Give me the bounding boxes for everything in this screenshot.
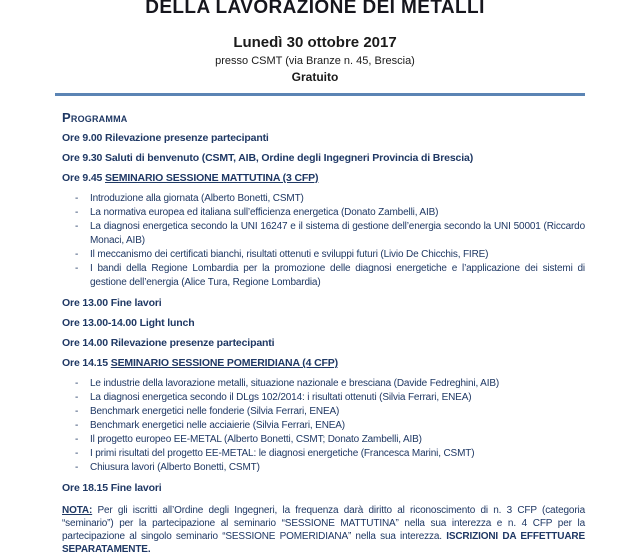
talk-item: - La normativa europea ed italiana sull’efficienza energetica (Donato Zambelli, AIB) [90,206,585,220]
session-1415-afternoon [62,357,585,370]
talk-item: - Benchmark energetici nelle acciaierie (Silvia Ferrari, ENEA) [90,419,585,433]
talk-item: - Chiusura lavori (Alberto Bonetti, CSMT) [90,461,585,475]
talk-item: - I primi risultati del progetto EE-METAL: le diagnosi energetiche (Francesca Marini, CSMT) [90,447,585,461]
note-body: Per gli iscritti all’Ordine degli Ingegneri, la frequenza darà diritto al riconoscimento di n. 3 CFP (categoria “seminario”) per la partecipazione al seminario “SESSIONE MATTUTINA” nella sua interezza e n. 4 CFP per la partecipazione al singolo seminario “SESSIONE POMERIDIANA” nella sua interezza. [62,505,585,542]
talk-item: - Introduzione alla giornata (Alberto Bonetti, CSMT) [90,192,585,206]
morning-talk-list [62,192,585,290]
session-title: SEMINARIO SESSIONE POMERIDIANA (4 CFP) [110,357,338,369]
talk-item: - La diagnosi energetica secondo la UNI 16247 e il sistema di gestione dell’energia secondo la UNI 50001 (Riccardo Monaci, AIB) [90,220,585,248]
note-emphasis: ISCRIZIONI DA EFFETTUARE SEPARATAMENTE. [62,531,585,555]
program-heading: Programma [62,110,128,125]
admission-label: Gratuito [291,70,339,84]
time-0900-registration: Ore 9.00 Rilevazione presenze partecipanti [62,132,269,144]
page-title: DELLA LAVORAZIONE DEI METALLI [145,0,485,18]
session-time: Ore 14.15 [62,357,111,369]
afternoon-talk-list [62,377,585,475]
program-section [0,96,630,495]
time-0930-welcome: Ore 9.30 Saluti di benvenuto (CSMT, AIB, Ordine degli Ingegneri Provincia di Brescia) [62,152,474,164]
time-1300-lunch: Ore 13.00-14.00 Light lunch [62,317,195,329]
session-title: SEMINARIO SESSIONE MATTUTINA (3 CFP) [105,172,319,184]
event-date: Lunedì 30 ottobre 2017 [233,34,397,51]
event-venue: presso CSMT (via Branze n. 45, Brescia) [215,55,415,67]
time-1400-registration: Ore 14.00 Rilevazione presenze partecipanti [62,337,275,349]
talk-item: - Le industrie della lavorazione metalli, situazione nazionale e bresciana (Davide Fedreghini, AIB) [90,377,585,391]
note-paragraph [0,504,630,556]
note-label: NOTA: [62,505,93,516]
talk-item: - Il progetto europeo EE-METAL (Alberto Bonetti, CSMT; Donato Zambelli, AIB) [90,433,585,447]
time-1815-end: Ore 18.15 Fine lavori [62,482,162,494]
talk-item: - Il meccanismo dei certificati bianchi, risultati ottenuti e sviluppi futuri (Livio De Chicchis, FIRE) [90,248,585,262]
session-0945-morning [62,172,585,185]
time-1300-end: Ore 13.00 Fine lavori [62,297,162,309]
talk-item: - La diagnosi energetica secondo il DLgs 102/2014: i risultati ottenuti (Silvia Ferrari, ENEA) [90,391,585,405]
talk-item: - I bandi della Regione Lombardia per la promozione delle diagnosi energetiche e l’applicazione dei sistemi di gestione dell’energia (Alice Tura, Regione Lombardia) [90,262,585,290]
talk-item: - Benchmark energetici nelle fonderie (Silvia Ferrari, ENEA) [90,405,585,419]
session-time: Ore 9.45 [62,172,106,184]
document-header [0,0,630,84]
